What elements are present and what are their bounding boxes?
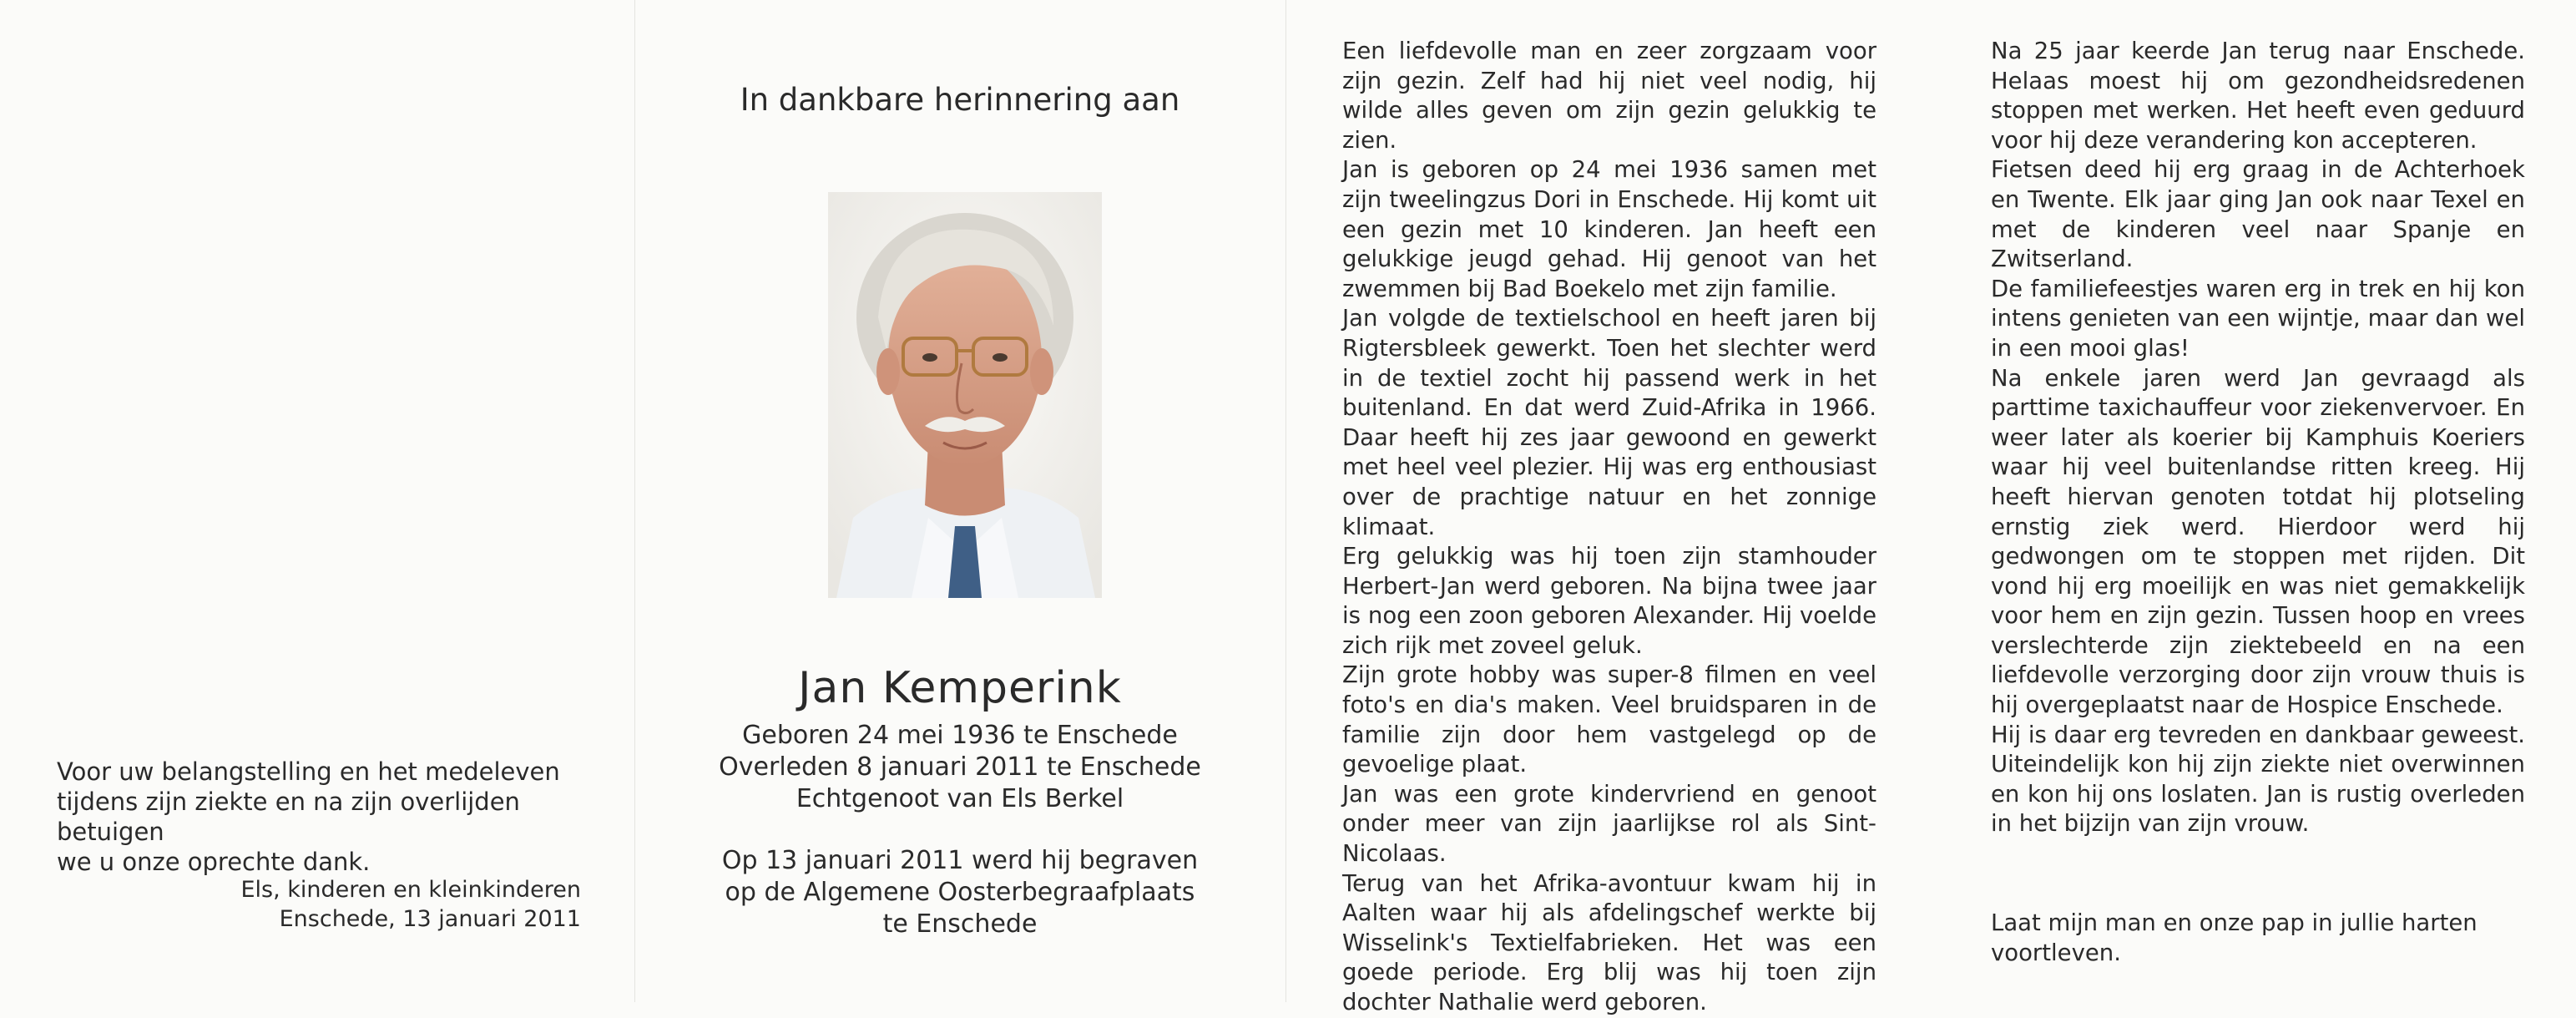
- bio-paragraph: Erg gelukkig was hij toen zijn stamhouder Herbert-Jan werd geboren. Na bijna twee jaar is nog een zoon geboren Alexander. Hij voelde zich rijk met zoveel geluk.: [1342, 543, 1876, 659]
- thanks-panel: [0, 0, 634, 1002]
- memorial-panel: [634, 0, 1285, 1002]
- biography-panel-right: [1931, 0, 2576, 1002]
- thanks-line: we u onze oprechte dank.: [57, 848, 371, 876]
- death-line: Overleden 8 januari 2011 te Enschede: [719, 752, 1201, 782]
- life-facts: [634, 720, 1285, 815]
- bio-paragraph: Een liefdevolle man en zeer zorgzaam voor zijn gezin. Zelf had hij niet veel nodig, hij wilde alles geven om zijn gezin gelukkig te zien.: [1342, 38, 1876, 154]
- thanks-text: [57, 757, 591, 877]
- bio-paragraph: Na 25 jaar keerde Jan terug naar Enschede. Helaas moest hij om gezondheidsredenen stoppen met werken. Het heeft even geduurd voor hij deze verandering kon accepteren.: [1991, 38, 2525, 154]
- bio-paragraph: De familiefeestjes waren erg in trek en hij kon intens genieten van een wijntje, maar dan wel in een mooi glas!: [1991, 275, 2525, 362]
- biography-text: [1991, 37, 2525, 839]
- birth-line: Geboren 24 mei 1936 te Enschede: [742, 721, 1178, 750]
- bio-paragraph: Zijn grote hobby was super-8 filmen en veel foto's en dia's maken. Veel bruidsparen in de familie zijn door hem vastgelegd op de gevoelige plaat.: [1342, 661, 1876, 778]
- thanks-line: tijdens zijn ziekte en na zijn overlijden betuigen: [57, 788, 520, 846]
- closing-text: Laat mijn man en onze pap in jullie harten voortleven.: [1991, 909, 2478, 966]
- deceased-name: Jan Kemperink: [798, 663, 1122, 713]
- thanks-signature: [80, 875, 581, 934]
- bio-paragraph: Jan is geboren op 24 mei 1936 samen met zijn tweelingzus Dori in Enschede. Hij komt uit een gezin met 10 kinderen. Jan heeft een gelukkige jeugd gehad. Hij genoot van het zwemmen bij Bad Boekelo met zijn familie.: [1342, 156, 1876, 302]
- bio-paragraph: Hij is daar erg tevreden en dankbaar geweest. Uiteindelijk kon hij zijn ziekte niet overwinnen en kon hij ons loslaten. Jan is rustig overleden in het bijzijn van zijn vrouw.: [1991, 721, 2525, 838]
- bio-paragraph: Fietsen deed hij erg graag in de Achterhoek en Twente. Elk jaar ging Jan ook naar Texel en met de kinderen veel naar Spanje en Zwitserland.: [1991, 156, 2525, 273]
- signature-line: Els, kinderen en kleinkinderen: [240, 877, 581, 903]
- bio-paragraph: Na enkele jaren werd Jan gevraagd als parttime taxichauffeur voor ziekenvervoer. En weer later als koerier bij Kamphuis Koeriers waar hij veel buitenlandse ritten kreeg. Hij heeft hiervan genoten totdat hij plotseling ernstig ziek werd. Hierdoor werd hij gedwongen om te stoppen met rijden. Dit vond hij erg moeilijk en was niet gemakkelijk voor hem en zijn gezin. Tussen hoop en vrees verslechterde zijn ziektebeeld en na een liefdevolle verzorging door zijn vrouw thuis is hij overgeplaatst naar de Hospice Enschede.: [1991, 364, 2525, 719]
- bio-paragraph: Jan was een grote kindervriend en genoot onder meer van zijn jaarlijkse rol als Sint-Nicolaas.: [1342, 780, 1876, 868]
- biography-panel-left: [1285, 0, 1931, 1015]
- portrait-illustration: [828, 192, 1102, 598]
- thanks-line: Voor uw belangstelling en het medeleven: [57, 757, 560, 786]
- burial-line: te Enschede: [882, 909, 1038, 939]
- portrait-photo: [828, 192, 1102, 598]
- bio-paragraph: Jan volgde de textielschool en heeft jaren bij Rigtersbleek gewerkt. Toen het slechter werd in de textiel zocht hij passend werk in het buitenland. En dat werd Zuid-Afrika in 1966. Daar heeft hij zes jaar gewoond en gewerkt met heel veel plezier. Hij was erg enthousiast over de prachtige natuur en het zonnige klimaat.: [1342, 305, 1876, 540]
- burial-line: op de Algemene Oosterbegraafplaats: [725, 878, 1195, 907]
- memorial-heading: In dankbare herinnering aan: [740, 82, 1180, 118]
- signature-line: Enschede, 13 januari 2011: [279, 906, 581, 932]
- spouse-line: Echtgenoot van Els Berkel: [796, 784, 1124, 813]
- bio-paragraph: Terug van het Afrika-avontuur kwam hij in Aalten waar hij als afdelingschef werkte bij Wisselink's Textielfabrieken. Het was een goede periode. Erg blij was hij toen zijn dochter Nathalie werd geboren.: [1342, 869, 1876, 1015]
- burial-line: Op 13 januari 2011 werd hij begraven: [721, 846, 1199, 875]
- biography-text: [1342, 37, 1876, 1018]
- burial-info: [634, 845, 1285, 940]
